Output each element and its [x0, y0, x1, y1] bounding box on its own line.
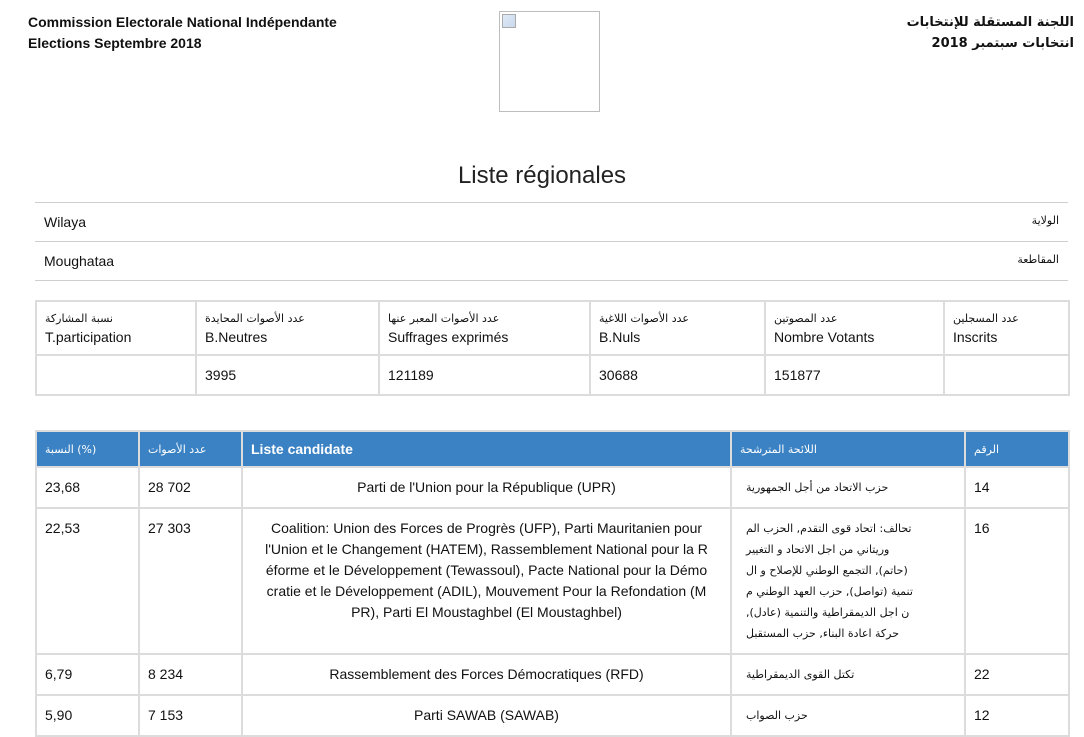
row-votes: 8 234 — [139, 654, 242, 695]
header-fr — [28, 12, 337, 54]
moughataa-label-ar: المقاطعة — [1017, 253, 1059, 266]
liste-fr-line: cratie et le Développement (ADIL), Mouvement Pour la Refondation (M — [266, 583, 707, 599]
moughataa-row — [35, 242, 1068, 281]
inscrits-value — [944, 355, 1069, 395]
location-info — [35, 202, 1068, 281]
candidates-table — [35, 430, 1070, 737]
table-row — [36, 508, 1069, 654]
liste-ar-line: تنمية (تواصل), حزب العهد الوطني م — [746, 585, 913, 598]
liste-ar-line: حركة اعادة البناء, حزب المستقبل — [746, 627, 900, 640]
row-votes: 27 303 — [139, 508, 242, 654]
row-pct: 22,53 — [36, 508, 139, 654]
stats-table — [35, 300, 1070, 396]
row-votes: 7 153 — [139, 695, 242, 736]
row-liste-ar: حزب الصواب — [731, 695, 965, 736]
liste-fr-header: Liste candidate — [242, 431, 731, 467]
stats-header-row — [36, 301, 1069, 355]
row-liste-ar: تكتل القوى الديمقراطية — [731, 654, 965, 695]
liste-fr-line: l'Union et le Changement (HATEM), Rassemblement National pour la R — [265, 541, 708, 557]
votants-header: عدد المصوتين Nombre Votants — [765, 301, 944, 355]
candidates-header-row — [36, 431, 1069, 467]
wilaya-label-ar: الولاية — [1031, 214, 1059, 227]
moughataa-label: Moughataa — [44, 253, 115, 269]
election-date-fr: Elections Septembre 2018 — [28, 35, 202, 51]
stats-values-row — [36, 355, 1069, 395]
wilaya-row — [35, 203, 1068, 242]
row-rank: 14 — [965, 467, 1069, 508]
commission-logo — [499, 11, 600, 112]
participation-header: نسبة المشاركة T.participation — [36, 301, 196, 355]
row-rank: 16 — [965, 508, 1069, 654]
row-rank: 22 — [965, 654, 1069, 695]
commission-name-fr: Commission Electorale National Indépendante — [28, 14, 337, 30]
pct-header: (%) النسبة — [36, 431, 139, 467]
inscrits-header: عدد المسجلين Inscrits — [944, 301, 1069, 355]
page-title: Liste régionales — [457, 162, 627, 189]
table-row — [36, 695, 1069, 736]
table-row — [36, 467, 1069, 508]
participation-value — [36, 355, 196, 395]
row-liste-fr: Parti de l'Union pour la République (UPR) — [242, 467, 731, 508]
liste-fr-line: PR), Parti El Moustaghbel (El Moustaghbel) — [351, 604, 622, 620]
row-liste-fr — [242, 508, 731, 654]
row-pct: 5,90 — [36, 695, 139, 736]
row-liste-ar: حزب الاتحاد من أجل الجمهورية — [731, 467, 965, 508]
row-rank: 12 — [965, 695, 1069, 736]
exprimes-header: عدد الأصوات المعبر عنها Suffrages exprimés — [379, 301, 590, 355]
row-pct: 6,79 — [36, 654, 139, 695]
liste-ar-line: (حاتم), التجمع الوطني للإصلاح و ال — [746, 564, 908, 577]
row-liste-fr: Parti SAWAB (SAWAB) — [242, 695, 731, 736]
nuls-header: عدد الأصوات اللاغية B.Nuls — [590, 301, 765, 355]
election-date-ar: انتخابات سبتمبر 2018 — [931, 36, 1074, 51]
liste-ar-line: وريتاني من اجل الاتحاد و التغيير — [746, 543, 890, 556]
exprimes-value: 121189 — [379, 355, 590, 395]
nuls-value: 30688 — [590, 355, 765, 395]
table-row — [36, 654, 1069, 695]
commission-name-ar: اللجنة المستقلة للإنتخابات — [906, 15, 1074, 30]
liste-fr-line: Coalition: Union des Forces de Progrès (UFP), Parti Mauritanien pour — [270, 520, 703, 536]
neutres-header: عدد الأصوات المحايدة B.Neutres — [196, 301, 379, 355]
liste-ar-line: تحالف: اتحاد قوى التقدم, الحزب الم — [746, 522, 912, 535]
row-pct: 23,68 — [36, 467, 139, 508]
broken-image-icon — [502, 14, 516, 28]
row-liste-ar — [731, 508, 965, 654]
liste-ar-header: اللائحة المترشحة — [731, 431, 965, 467]
votants-value: 151877 — [765, 355, 944, 395]
liste-fr-line: éforme et le Développement (Tewassoul), Pacte National pour la Démo — [265, 562, 708, 578]
votes-header: عدد الأصوات — [139, 431, 242, 467]
wilaya-label: Wilaya — [44, 214, 87, 230]
neutres-value: 3995 — [196, 355, 379, 395]
row-votes: 28 702 — [139, 467, 242, 508]
liste-ar-line: ن اجل الديمقراطية والتنمية (عادل), — [746, 606, 910, 619]
row-liste-fr: Rassemblement des Forces Démocratiques (RFD) — [242, 654, 731, 695]
rank-header: الرقم — [965, 431, 1069, 467]
header-ar — [907, 12, 1074, 54]
